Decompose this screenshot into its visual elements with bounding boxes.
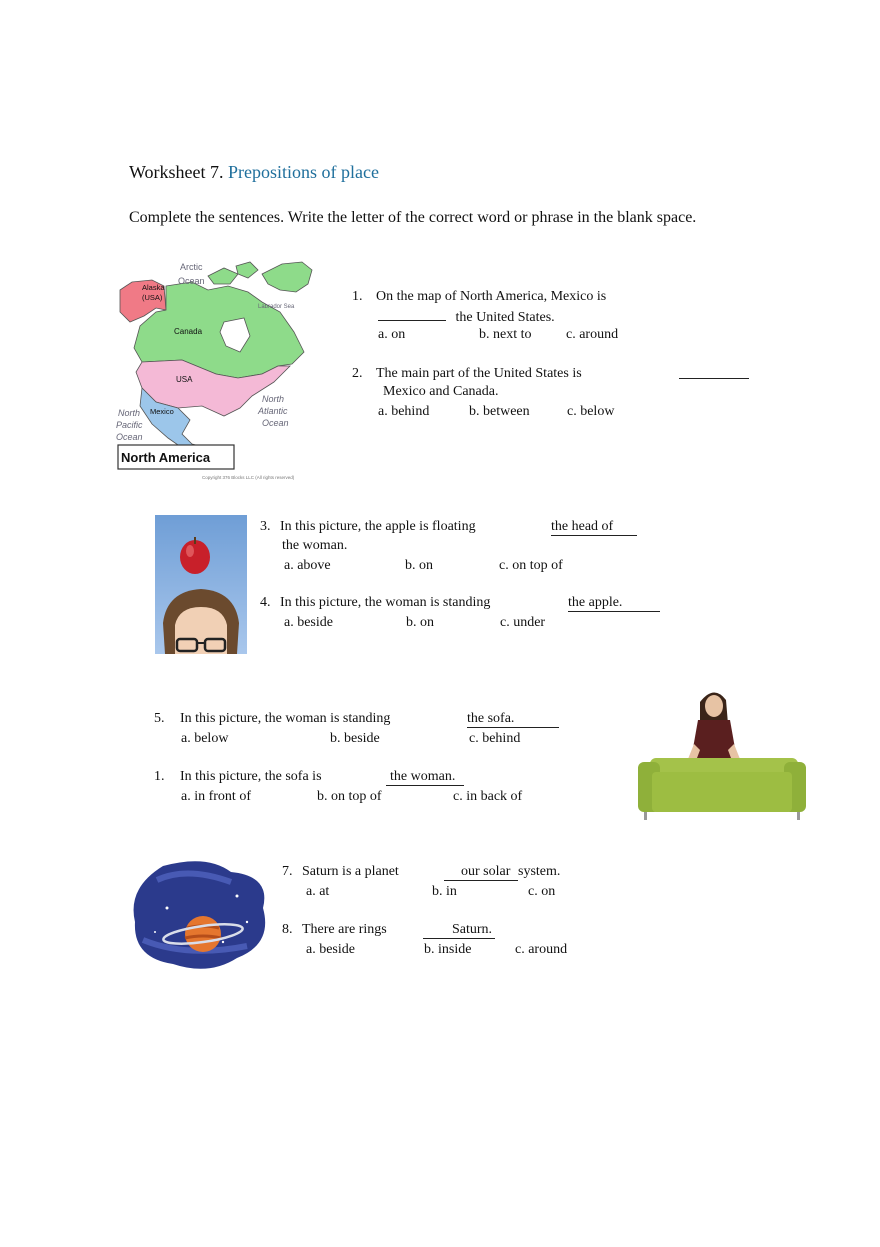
- q7-option-c: c. on: [528, 884, 556, 899]
- label-canada: Canada: [174, 327, 203, 336]
- saturn-picture: [127, 858, 274, 978]
- q7-number: 7.: [282, 864, 293, 879]
- q4-option-a: a. beside: [284, 615, 333, 630]
- woman-sofa-picture: [634, 684, 810, 824]
- question-2: [352, 366, 582, 382]
- q6-number: 1.: [154, 769, 165, 784]
- q2-option-c: c. below: [567, 404, 615, 419]
- q4-answer-text: [568, 595, 660, 612]
- label-npac-3: Ocean: [116, 432, 143, 442]
- q1-line2: the United States.: [455, 310, 555, 325]
- question-5: [154, 711, 390, 727]
- instructions: Complete the sentences. Write the letter of the correct word or phrase in the blank space.: [129, 209, 697, 226]
- q1-option-a: a. on: [378, 327, 406, 342]
- q1-line1: On the map of North America, Mexico is: [376, 289, 607, 304]
- q3-option-c: c. on top of: [499, 558, 563, 573]
- saturn-planet: [185, 916, 221, 952]
- q4-number: 4.: [260, 595, 271, 610]
- q3-number: 3.: [260, 519, 271, 534]
- q6-line1: In this picture, the sofa is: [180, 769, 322, 784]
- label-alaska-1: Alaska: [142, 283, 165, 292]
- q8-option-a: a. beside: [306, 942, 355, 957]
- q2-option-a: a. behind: [378, 404, 430, 419]
- q1-answer-blank[interactable]: [378, 308, 446, 321]
- question-6: [154, 769, 322, 785]
- q6-answer-underlined[interactable]: the woman.: [386, 769, 464, 786]
- label-natl-2: Atlantic: [258, 406, 288, 416]
- q8-option-b: b. inside: [424, 942, 472, 957]
- label-npac-1: North: [118, 408, 141, 418]
- q5-line1: In this picture, the woman is standing: [180, 711, 391, 726]
- q8-answer-text: [423, 922, 495, 939]
- q5-option-c: c. behind: [469, 731, 521, 746]
- q1-option-b: b. next to: [479, 327, 532, 342]
- q1-number: 1.: [352, 289, 363, 304]
- q7-answer-underlined[interactable]: our solar: [444, 864, 518, 881]
- q2-answer-blank[interactable]: [679, 366, 749, 379]
- q7-option-b: b. in: [432, 884, 457, 899]
- question-7: [282, 864, 399, 880]
- apple-shape: [180, 540, 210, 574]
- q4-option-b: b. on: [406, 615, 434, 630]
- woman-top: [692, 720, 736, 764]
- label-natl-1: North: [262, 394, 285, 404]
- label-arctic-2: Ocean: [178, 276, 205, 286]
- map-title-text: North America: [121, 450, 211, 465]
- q3-line1: In this picture, the apple is floating: [280, 519, 476, 534]
- q5-option-b: b. beside: [330, 731, 380, 746]
- q8-answer-underlined[interactable]: Saturn.: [423, 922, 495, 939]
- q4-line1: In this picture, the woman is standing: [280, 595, 491, 610]
- sofa-seat: [652, 772, 792, 812]
- q2-line2: Mexico and Canada.: [383, 384, 499, 399]
- label-labrador: Labrador Sea: [258, 304, 295, 310]
- q3-option-b: b. on: [405, 558, 433, 573]
- q3-answer-text: [551, 519, 637, 536]
- worksheet-title: [129, 162, 379, 183]
- sofa-back: [650, 758, 798, 774]
- q5-answer-underlined[interactable]: the sofa.: [467, 711, 559, 728]
- label-npac-2: Pacific: [116, 420, 143, 430]
- apple-woman-picture: [155, 515, 247, 654]
- q2-line1: The main part of the United States is: [376, 366, 582, 381]
- q3-answer-underlined[interactable]: the head of: [551, 519, 637, 536]
- q2-number: 2.: [352, 366, 363, 381]
- q4-option-c: c. under: [500, 615, 546, 630]
- title-prefix: Worksheet 7.: [129, 162, 224, 182]
- map-copyright: Copyright 376 Blocks LLC (All rights reserved): [202, 475, 295, 480]
- q2-option-b: b. between: [469, 404, 530, 419]
- q8-number: 8.: [282, 922, 293, 937]
- north-america-map: [112, 256, 322, 484]
- q3-option-a: a. above: [284, 558, 331, 573]
- q6-answer-text: [386, 769, 464, 786]
- q5-option-a: a. below: [181, 731, 229, 746]
- q6-option-a: a. in front of: [181, 789, 251, 804]
- q3-line2: the woman.: [282, 538, 348, 553]
- question-3: [260, 519, 476, 535]
- label-usa: USA: [176, 375, 193, 384]
- q7-answer-text: [444, 864, 560, 881]
- label-arctic-1: Arctic: [180, 262, 203, 272]
- q6-option-b: b. on top of: [317, 789, 382, 804]
- label-alaska-2: (USA): [142, 293, 163, 302]
- label-mexico: Mexico: [150, 407, 174, 416]
- q5-answer-text: [467, 711, 559, 728]
- q8-line1: There are rings: [302, 922, 387, 937]
- q7-option-a: a. at: [306, 884, 330, 899]
- q7-line1-end: system.: [518, 864, 561, 879]
- woman-head: [705, 695, 723, 717]
- question-4: [260, 595, 490, 611]
- q4-answer-underlined[interactable]: the apple.: [568, 595, 660, 612]
- q1-option-c: c. around: [566, 327, 619, 342]
- q5-number: 5.: [154, 711, 165, 726]
- woman-face-shape: [175, 607, 227, 654]
- title-accent: Prepositions of place: [228, 162, 380, 182]
- label-natl-3: Ocean: [262, 418, 289, 428]
- q1-line2-row: [378, 308, 555, 326]
- q6-option-c: c. in back of: [453, 789, 523, 804]
- q7-line1: Saturn is a planet: [302, 864, 399, 879]
- question-1: [352, 289, 606, 305]
- question-8: [282, 922, 387, 938]
- q8-option-c: c. around: [515, 942, 568, 957]
